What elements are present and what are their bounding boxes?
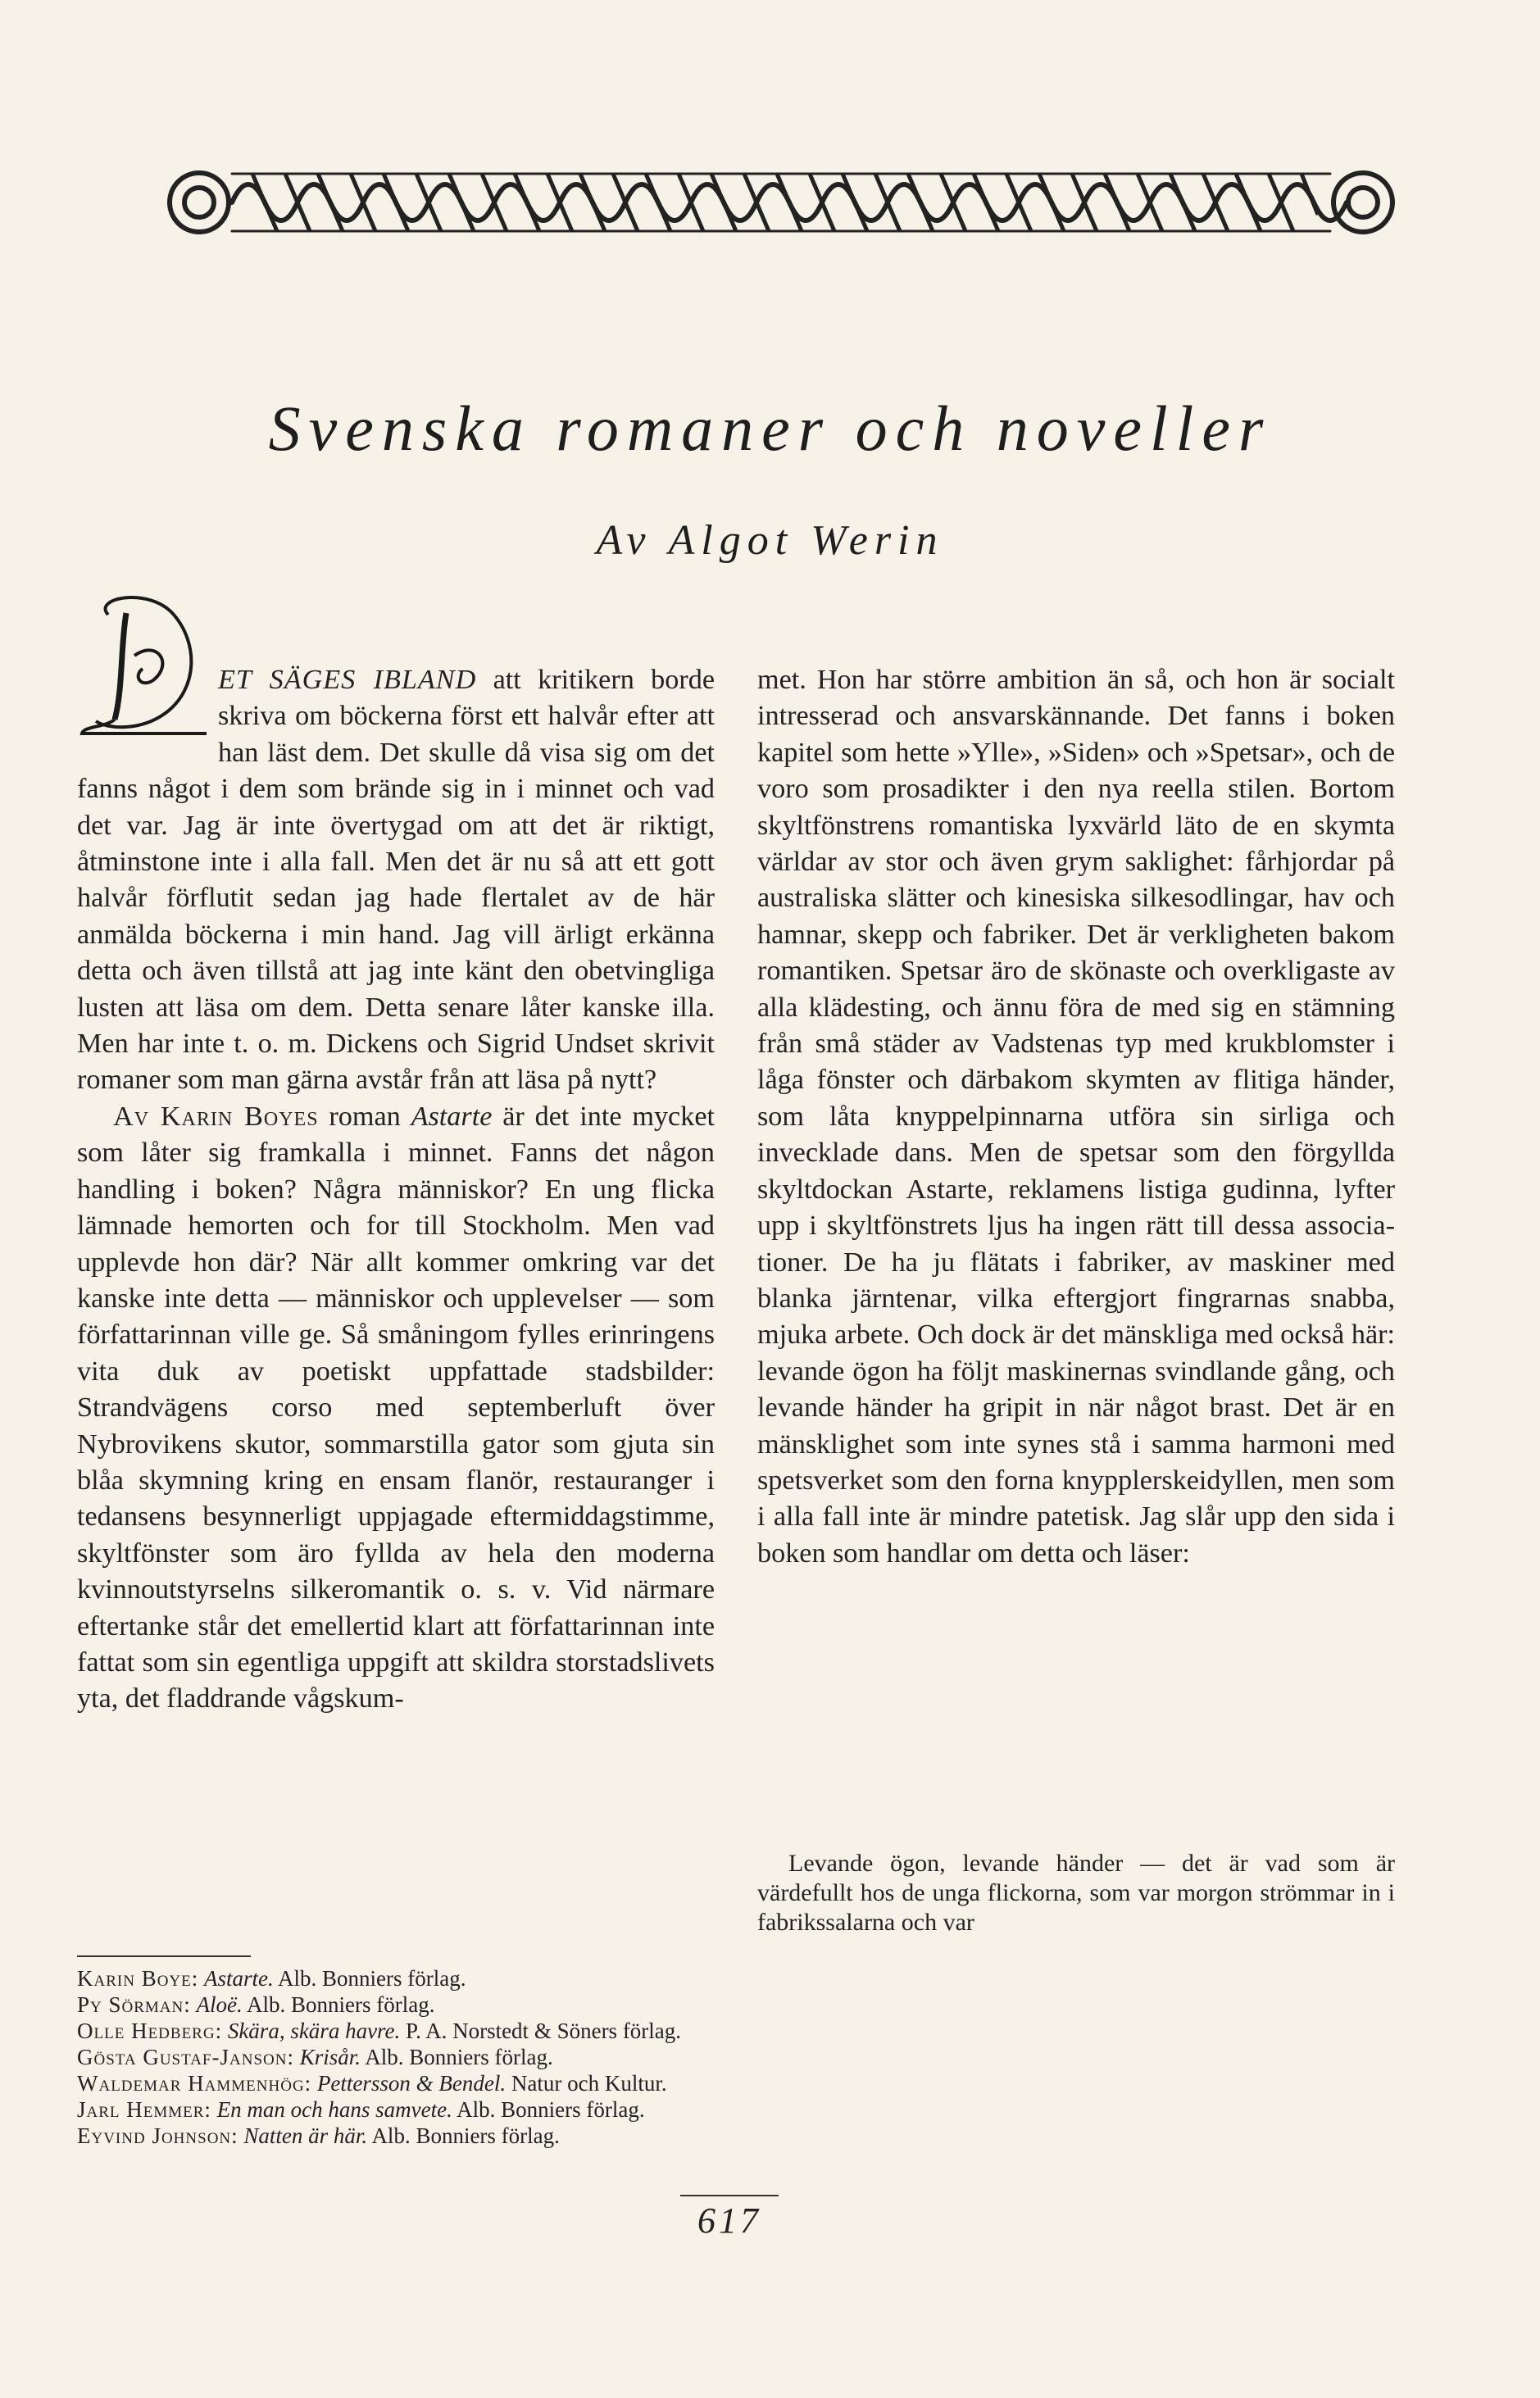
footnote: Jarl Hemmer: En man och hans samvete. Alb. Bonniers förlag. xyxy=(77,2097,645,2122)
boye-mid: roman xyxy=(318,1101,411,1132)
page-number: 617 xyxy=(680,2195,779,2241)
footnote: Py Sörman: Aloë. Alb. Bonniers förlag. xyxy=(77,1992,435,2017)
left-column xyxy=(77,662,715,1718)
footnote: Olle Hedberg: Skära, skära havre. P. A. Norstedt & Söners förlag. xyxy=(77,2019,682,2043)
decorative-header-ornament xyxy=(162,157,1400,248)
article-title: Svenska romaner och noveller xyxy=(268,393,1272,464)
footnote: Eyvind Johnson: Natten är här. Alb. Bonniers förlag. xyxy=(77,2123,560,2148)
quote-text: Levande ögon, levande händer — det är vad som är värdefullt hos de unga flickorna, som var morgon strömmar in i fabrikssalarna och var xyxy=(757,1850,1395,1936)
right-column xyxy=(757,662,1395,1572)
footnote: Waldemar Hammenhög: Pettersson & Bendel. Natur och Kultur. xyxy=(77,2071,667,2096)
footnote-rule xyxy=(77,1955,251,1957)
boye-book-title: Astarte xyxy=(411,1101,493,1132)
footnotes xyxy=(77,1965,1224,2149)
right-paragraph: met. Hon har större ambition än så, och hon är socialt intresserad och ansvarskännande. Det fanns i boken kapitel som hette »Ylle», »Siden» och »Spetsar», och de voro som prosadikter i den nya reella stilen. Bortom skyltfönstrens romantiska lyxvärld läto de en skymta världar av stor och även grym saklighet: fårhjordar på australiska slätter och kinesiska silkesodlingar, hav och hamnar, skepp och fabriker. Det är verkligheten bakom romantiken. Spetsar äro de skönaste och overkligaste av alla klädesting, och ännu föra de med sig en stämning från små städer av Vadstenas typ med krukblomster i låga fönster och därbakom skymten av flitiga händer, som låta knyppelpinnarna utföra sin sirliga och invecklade dans. Men de spetsar som den förgyllda skyltdockan Astarte, reklamens listiga gudinna, lyfter upp i skyltfönstrets ljus ha ingen rätt till dessa associationer. De ha ju flätats i fabriker, av maskiner med blanka järntenar, vilka eftergjort fingrarnas snabba, mjuka arbete. Och dock är det mänskliga med också här: levande ögon ha följt maskinernas svindlande gång, och levande händer ha gripit in när något brast. Det är en mänsklighet som inte synes stå i samma harmoni med spetsverket som den forna knypplerskeidyllen, men som i alla fall inte är mindre patetisk. Jag slår upp den sida i boken som handlar om detta och läser: xyxy=(757,665,1395,1569)
block-quote xyxy=(757,1849,1395,1937)
intro-text: att kritikern borde skriva om böckerna först ett halvår efter att han läst dem. Det skulle då visa sig om det fanns något i dem som brände sig in i minnet och vad det var. Jag är inte övertygad om att det är riktigt, åtminstone inte i alla fall. Men det är nu så att ett gott halvår förflutit sedan jag hade flertalet av de här anmälda böckerna i min hand. Jag vill ärligt erkänna detta och även tillstå att jag inte känt den obetvingliga lusten att läsa om dem. Detta senare låter kanske illa. Men har inte t. o. m. Dickens och Sigrid Undset skrivit romaner som man gärna avstår från att läsa på nytt? xyxy=(77,665,715,1096)
drop-cap-letter: D xyxy=(145,682,152,691)
article-author: Av Algot Werin xyxy=(596,517,944,564)
intro-paragraph xyxy=(77,662,715,1099)
drop-cap-D xyxy=(75,590,215,736)
opening-words: ET SÄGES IBLAND xyxy=(218,665,477,695)
footnote: Karin Boye: Astarte. Alb. Bonniers förlag. xyxy=(77,1966,466,1991)
boye-lead: Av Karin Boyes xyxy=(113,1101,319,1132)
boye-paragraph xyxy=(77,1099,715,1718)
boye-text: är det inte mycket som låter sig framkalla i minnet. Fanns det någon handling i boken? Några människor? En ung flicka lämnade hemorten och for till Stockholm. Men vad upplevde hon där? När allt kommer omkring var det kanske inte detta — människor och upplevelser — som författarinnan ville ge. Så småningom fylles erinringens vita duk av poetiskt uppfattade stadsbilder: Strandvägens corso med septemberluft över Nybrovikens skutor, sommarstilla gator som gjuta sin blåa skymning kring en ensam flanör, restauranger i tedansens besynnerligt uppjagade eftermiddagstimme, skyltfönster som äro fyllda av hela den moderna kvinnoutstyrselns silkeromantik o. s. v. Vid närmare eftertanke står det emellertid klart att författarinnan inte fattat som sin egentliga uppgift att skildra storstadslivets yta, det fladdrande vågskum- xyxy=(77,1101,715,1714)
footnote: Gösta Gustaf-Janson: Krisår. Alb. Bonniers förlag. xyxy=(77,2045,553,2069)
